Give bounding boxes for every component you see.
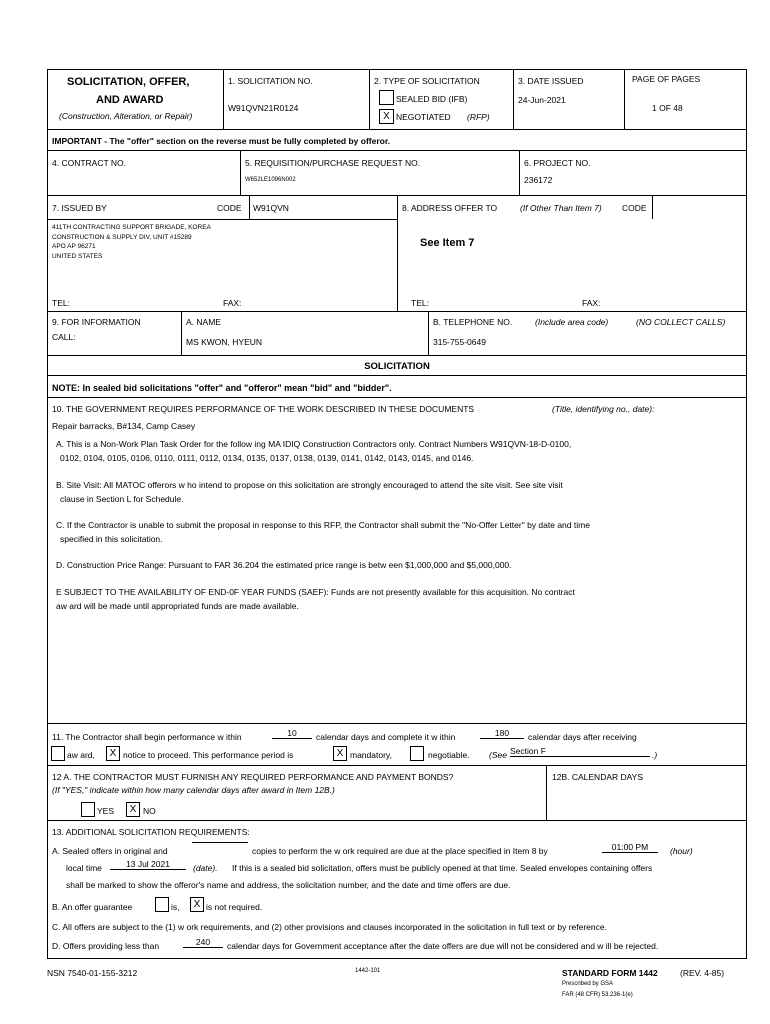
footer-code: 1442-101 [355,968,381,974]
item11-text-complete: calendar days and complete it w ithin [316,732,456,742]
address-offer-to-label: 8. ADDRESS OFFER TO [402,203,498,213]
item10-para-a-line1: A. This is a Non-Work Plan Task Order for the follow ing MA IDIQ Construction Contractors only. Contract Numbers W91QVN-18-D-0100, [56,439,572,449]
item13-d-text2: calendar days for Government acceptance after the date offers are due will not be considered and w ill be rejected. [227,941,659,951]
solicitation-no-value: W91QVN21R0124 [228,103,299,113]
item13-a-line3: shall be marked to show the offeror's name and address, the solicitation number, and the date and time offers are due. [66,880,511,890]
item13-d-text: D. Offers providing less than [52,941,160,951]
date-issued-label: 3. DATE ISSUED [518,76,584,86]
item13-a-line1b: copies to perform the w ork required are due at the place specified in Item 8 by [252,846,548,856]
contract-no-label: 4. CONTRACT NO. [52,158,126,168]
bonds-no-checkbox[interactable]: X [126,802,140,817]
award-checkbox[interactable] [51,746,65,761]
issuer-address-line: APO AP 96271 [52,243,96,250]
item10-para-a-line2: 0102, 0104, 0105, 0106, 0110, 0111, 0112, 0134, 0135, 0137, 0138, 0139, 0141, 0142, 0143, 0145, and 0146. [60,453,474,463]
issuer-fax-label: FAX: [223,298,242,308]
item11-text-after: calendar days after receiving [528,732,637,742]
sealed-bid-label: SEALED BID (IFB) [396,94,468,104]
item10-para-e-line2: aw ard will be made until appropriated funds are made available. [56,601,299,611]
item13-a-line2: If this is a sealed bid solicitation, offers must be publicly opened at that time. Sealed envelopes containing offers [232,863,653,873]
item10-para-c-line2: specified in this solicitation. [60,534,163,544]
item13-local-time-label: local time [66,863,102,873]
telephone-hint-area-code: (Include area code) [535,317,609,327]
item11-text-begin: 11. The Contractor shall begin performance w ithin [52,732,242,742]
item10-para-e-line1: E SUBJECT TO THE AVAILABILITY OF END-0F YEAR FUNDS (SAEF): Funds are not presently available for this acquisition. No contract [56,587,575,597]
mandatory-label: mandatory, [350,750,392,760]
address-tel-label: TEL: [411,298,429,308]
telephone-value: 315-755-0649 [433,337,486,347]
footer-far: FAR (48 CFR) 53.236-1(e) [562,992,633,998]
issuer-address [52,223,211,261]
project-no-value: 236172 [524,175,553,185]
item13-label: 13. ADDITIONAL SOLICITATION REQUIREMENTS: [52,827,250,837]
info-call-label-2: CALL: [52,332,76,342]
form-title-line2: AND AWARD [96,94,164,106]
page-of-pages-value: 1 OF 48 [652,103,683,113]
form-title-line1: SOLICITATION, OFFER, [67,76,190,88]
issuer-address-line: CONSTRUCTION & SUPPLY DIV, UNIT #15289 [52,233,192,241]
issued-by-code-label: CODE [217,203,242,213]
item13-b-label: B. An offer guarantee [52,902,133,912]
award-label: aw ard, [67,750,95,760]
see-label: (See [489,750,507,760]
item10-para-c-line1: C. If the Contractor is unable to submit the proposal in response to this RFP, the Contractor shall submit the "No-Offer Letter" by date and time [56,520,590,530]
see-end: .) [652,750,658,760]
type-of-solicitation-label: 2. TYPE OF SOLICITATION [374,76,480,86]
negotiable-label: negotiable. [428,750,470,760]
info-call-label-1: 9. FOR INFORMATION [52,317,141,327]
item12a-hint: (If "YES," indicate within how many calendar days after award in Item 12B.) [52,785,335,795]
address-offer-to-hint: (If Other Than Item 7) [520,203,602,213]
telephone-hint-no-collect: (NO COLLECT CALLS) [636,317,726,327]
footer-nsn: NSN 7540-01-155-3212 [47,968,138,978]
item11-begin-days[interactable]: 10 [272,728,312,739]
address-offer-to-code-label: CODE [622,203,647,213]
address-fax-label: FAX: [582,298,601,308]
see-section-value[interactable]: Section F [510,746,650,757]
requisition-no-label: 5. REQUISITION/PURCHASE REQUEST NO. [245,158,421,168]
address-offer-to-value: See Item 7 [420,237,475,249]
solicitation-no-label: 1. SOLICITATION NO. [228,76,313,86]
name-value: MS KWON, HYEUN [186,337,263,347]
item13-due-date[interactable]: 13 Jul 2021 [110,859,186,870]
issued-by-code-value: W91QVN [253,203,289,213]
issuer-tel-label: TEL: [52,298,70,308]
issuer-address-line: 411TH CONTRACTING SUPPORT BRIGADE, KOREA [52,224,211,231]
item13-date-hint: (date). [193,863,218,873]
important-notice: IMPORTANT - The "offer" section on the reverse must be fully completed by offeror. [52,136,391,146]
sealed-bid-note: NOTE: In sealed bid solicitations "offer" and "offeror" mean "bid" and "bidder". [52,383,392,393]
bonds-yes-label: YES [97,806,115,816]
negotiated-checkbox[interactable]: X [379,109,394,124]
item12b-label: 12B. CALENDAR DAYS [552,772,644,782]
bonds-yes-checkbox[interactable] [81,802,95,817]
item11-complete-days[interactable]: 180 [480,728,524,739]
footer-prescribed: Prescribed by GSA [562,981,614,987]
item13-c: C. All offers are subject to the (1) w ork requirements, and (2) other provisions and clauses incorporated in the solicitation in full text or by reference. [52,922,607,932]
item10-para-b-line1: B. Site Visit: All MATOC offerors w ho intend to propose on this solicitation are strongly encouraged to attend the site visit. See site visit [56,480,563,490]
bonds-no-label: NO [143,806,156,816]
item13-hour-hint: (hour) [670,846,693,856]
item10-hint: (Title, identifying no., date): [552,404,655,414]
issued-by-label: 7. ISSUED BY [52,203,107,213]
footer-form-name: STANDARD FORM 1442 [562,968,658,978]
item10-label: 10. THE GOVERNMENT REQUIRES PERFORMANCE OF THE WORK DESCRIBED IN THESE DOCUMENTS [52,404,475,414]
footer-revision: (REV. 4-85) [680,968,725,978]
project-no-label: 6. PROJECT NO. [524,158,591,168]
mandatory-checkbox[interactable]: X [333,746,347,761]
rfp-label: (RFP) [467,112,490,122]
guarantee-is-checkbox[interactable] [155,897,169,912]
name-label: A. NAME [186,317,221,327]
item13-a-line1: A. Sealed offers in original and [52,846,168,856]
item10-para-b-line2: clause in Section L for Schedule. [60,494,184,504]
requisition-no-value: W652LE1096N002 [245,177,296,183]
guarantee-is-label: is, [171,902,180,912]
item13-due-time[interactable]: 01:00 PM [602,842,658,853]
guarantee-not-checkbox[interactable]: X [190,897,204,912]
page-of-pages-label: PAGE OF PAGES [632,74,701,84]
date-issued-value: 24-Jun-2021 [518,95,566,105]
negotiable-checkbox[interactable] [410,746,424,761]
notice-to-proceed-checkbox[interactable]: X [106,746,120,761]
item12a-label: 12 A. THE CONTRACTOR MUST FURNISH ANY REQUIRED PERFORMANCE AND PAYMENT BONDS? [52,772,454,782]
sealed-bid-checkbox[interactable] [379,90,394,105]
item10-para-d: D. Construction Price Range: Pursuant to FAR 36.204 the estimated price range is betw een $1,000,000 and $5,000,000. [56,560,512,570]
issuer-address-line: UNITED STATES [52,252,103,260]
negotiated-label: NEGOTIATED [396,112,451,122]
item13-copies-blank[interactable] [192,842,248,843]
guarantee-not-label: is not required. [206,902,263,912]
solicitation-heading: SOLICITATION [364,361,430,372]
item13-acceptance-days[interactable]: 240 [183,937,223,948]
form-title-subtitle: (Construction, Alteration, or Repair) [59,111,193,121]
item10-title: Repair barracks, B#134, Camp Casey [52,421,196,431]
notice-to-proceed-label: notice to proceed. This performance period is [123,750,294,760]
telephone-label: B. TELEPHONE NO. [433,317,513,327]
